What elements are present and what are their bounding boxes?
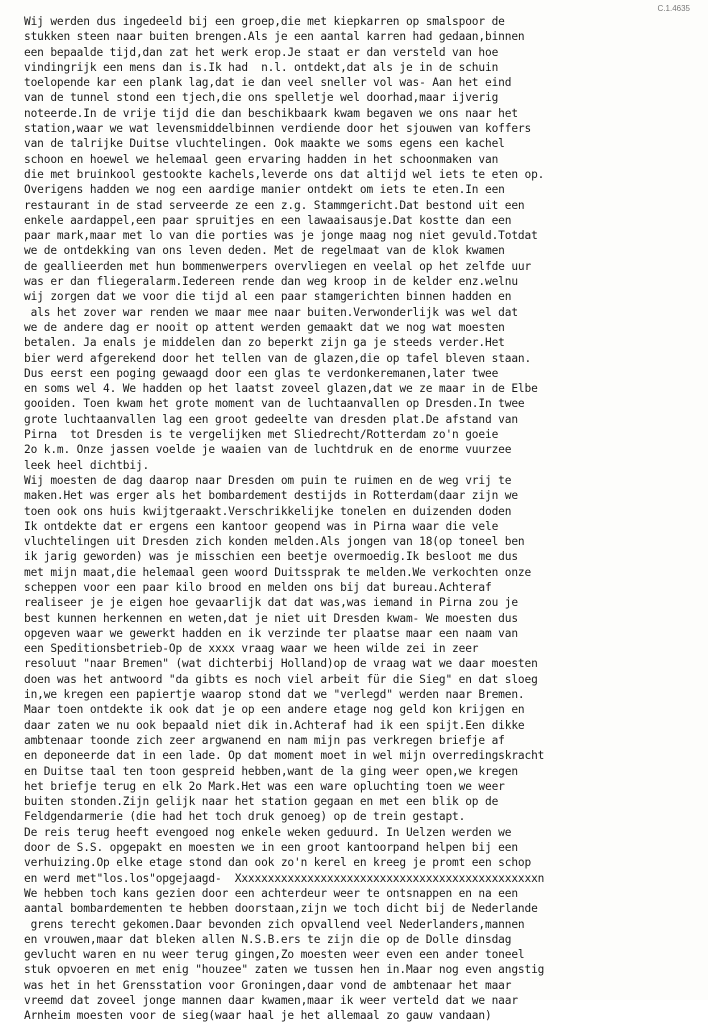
text-line: noteerde.In de vrije tijd die dan beschikbaark kwam begaven we ons naar het bbox=[24, 106, 518, 120]
text-line: doen was het antwoord "da gibts es noch viel arbeit für die Sieg" en dat sloeg bbox=[24, 672, 538, 686]
text-line: stuk opvoeren en met enig "houzee" zaten we tussen hen in.Maar nog even angstig bbox=[24, 963, 545, 977]
text-line: restaurant in de stad serveerde ze een z.g. Stammgericht.Dat bestond uit een bbox=[24, 198, 525, 212]
text-line: bier werd afgerekend door het tellen van de glazen,die op tafel bleven staan. bbox=[24, 351, 532, 365]
text-line: in,we kregen een papiertje waarop stond dat we "verlegd" werden naar Bremen. bbox=[24, 688, 525, 702]
text-line: best kunnen herkennen en weten,dat je niet uit Dresden kwam- We moesten dus bbox=[24, 611, 518, 625]
text-line: Arnheim moesten voor de sieg(waar haal je het allemaal zo gauw vandaan) bbox=[24, 1009, 492, 1023]
text-line: was er dan fliegeralarm.Iedereen rende dan weg kroop in de kelder enz.welnu bbox=[24, 275, 518, 289]
text-line: Wij werden dus ingedeeld bij een groep,die met kiepkarren op smalspoor de bbox=[24, 15, 505, 28]
text-line: we de ontdekking van ons leven deden. Met de regelmaat van de klok kwamen bbox=[24, 244, 505, 258]
text-line: vluchtelingen uit Dresden zich konden melden.Als jongen van 18(op toneel ben bbox=[24, 535, 525, 549]
text-line: en soms wel 4. We hadden op het laatst zoveel glazen,dat we ze maar in de Elbe bbox=[24, 382, 538, 396]
text-line: toen ook ons huis kwijtgeraakt.Verschrikkelijke tonelen en duizenden doden bbox=[24, 504, 512, 518]
text-line: grote luchtaanvallen lag een groot gedeelte van dresden plat.De afstand van bbox=[24, 412, 518, 426]
text-line: en werd met"los.los"opgejaagd- Xxxxxxxxxxxxxxxxxxxxxxxxxxxxxxxxxxxxxxxxxxxxxxn bbox=[24, 871, 545, 885]
text-line: Maar toen ontdekte ik ook dat je op een andere etage nog geld kon krijgen en bbox=[24, 703, 525, 717]
text-line: resoluut "naar Bremen" (wat dichterbij Holland)op de vraag wat we daar moesten bbox=[24, 657, 538, 671]
text-line: Ik ontdekte dat er ergens een kantoor geopend was in Pirna waar die vele bbox=[24, 519, 499, 533]
text-line: het briefje terug en elk 2o Mark.Het was een ware opluchting toen we weer bbox=[24, 779, 505, 793]
text-line: wij zorgen dat we voor die tijd al een paar stamgerichten binnen hadden en bbox=[24, 290, 512, 304]
text-line: vindingrijk een mens dan is.Ik had n.l. ontdekt,dat als je in de schuin bbox=[24, 60, 499, 74]
text-line: we de andere dag er nooit op attent werden gemaakt dat we nog wat moesten bbox=[24, 320, 505, 334]
text-line: Dus eerst een poging gewaagd door een glas te verdonkeremanen,later twee bbox=[24, 366, 499, 380]
text-line: was het in het Grensstation voor Groningen,daar vond de ambtenaar het maar bbox=[24, 978, 512, 992]
text-line: 2o k.m. Onze jassen voelde je waaien van de luchtdruk en de enorme vuurzee bbox=[24, 443, 512, 457]
text-line: Feldgendarmerie (die had het toch druk genoeg) op de trein gestapt. bbox=[24, 810, 466, 824]
text-line: ambtenaar toonde zich zeer argwanend en nam mijn pas verkregen briefje af bbox=[24, 733, 505, 747]
text-line: schoon en hoewel we helemaal geen ervaring hadden in het schoonmaken van bbox=[24, 152, 499, 166]
text-line: en deponeerde dat in een lade. Op dat moment moet in wel mijn overredingskracht bbox=[24, 749, 545, 763]
text-line: De reis terug heeft evengoed nog enkele weken geduurd. In Uelzen werden we bbox=[24, 825, 512, 839]
archive-reference: C.1.4635 bbox=[657, 4, 690, 13]
text-line: opgeven waar we gewerkt hadden en ik verzinde ter plaatse maar een naam van bbox=[24, 626, 518, 640]
text-line: van de talrijke Duitse vluchtelingen. Ook maakte we soms egens een kachel bbox=[24, 137, 505, 151]
text-line: en Duitse taal ten toon gespreid hebben,want de la ging weer open,we kregen bbox=[24, 764, 518, 778]
text-line: vreemd dat zoveel jonge mannen daar kwamen,maar ik weer verteld dat we naar bbox=[24, 994, 518, 1007]
text-line: realiseer je je eigen hoe gevaarlijk dat dat was,was iemand in Pirna zou je bbox=[24, 596, 518, 610]
text-line: betalen. Ja enals je middelen dan zo beperkt zijn ga je steeds verder.Het bbox=[24, 336, 505, 350]
text-line: door de S.S. opgepakt en moesten we in een groot kantoorpand helpen bij een bbox=[24, 841, 518, 855]
typed-text-body bbox=[24, 14, 696, 1024]
text-line: We hebben toch kans gezien door een achterdeur weer te ontsnappen en na een bbox=[24, 886, 518, 900]
text-line: een Speditionsbetrieb-Op de xxxx vraag waar we heen wilde zei in zeer bbox=[24, 642, 479, 656]
text-line: een bepaalde tijd,dan zat het werk erop.Je staat er dan versteld van hoe bbox=[24, 45, 499, 59]
text-line: buiten stonden.Zijn gelijk naar het station gegaan en met een blik op de bbox=[24, 795, 499, 809]
text-line: gooiden. Toen kwam het grote moment van de luchtaanvallen op Dresden.In twee bbox=[24, 397, 525, 411]
text-line: van de tunnel stond een tjech,die ons spelletje wel doorhad,maar ijverig bbox=[24, 91, 499, 105]
text-line: stukken steen naar buiten brengen.Als je een aantal karren had gedaan,binnen bbox=[24, 30, 525, 44]
text-line: Overigens hadden we nog een aardige manier ontdekt om iets te eten.In een bbox=[24, 183, 505, 197]
text-line: Wij moesten de dag daarop naar Dresden om puin te ruimen en de weg vrij te bbox=[24, 473, 512, 487]
text-line: maken.Het was erger als het bombardement destijds in Rotterdam(daar zijn we bbox=[24, 489, 518, 503]
text-line: daar zaten we nu ook bepaald niet dik in.Achteraf had ik een spijt.Een dikke bbox=[24, 718, 525, 732]
text-line: als het zover war renden we maar mee naar buiten.Verwonderlijk was wel dat bbox=[24, 305, 518, 319]
text-line: leek heel dichtbij. bbox=[24, 458, 150, 472]
text-line: gevlucht waren en nu weer terug gingen,Zo moesten weer even een ander toneel bbox=[24, 948, 525, 962]
text-line: station,waar we wat levensmiddelbinnen verdiende door het sjouwen van koffers bbox=[24, 122, 532, 136]
text-line: paar mark,maar met lo van die porties was je jonge maag nog niet gevuld.Totdat bbox=[24, 229, 538, 243]
text-line: enkele aardappel,een paar spruitjes en een lawaaisausje.Dat kostte dan een bbox=[24, 213, 512, 227]
text-line: scheppen voor een paar kilo brood en melden ons bij dat bureau.Achteraf bbox=[24, 580, 492, 594]
text-line: die met bruinkool gestookte kachels,leverde ons dat altijd wel iets te eten op. bbox=[24, 167, 545, 181]
text-line: en vrouwen,maar dat bleken allen N.S.B.ers te zijn die op de Dolle dinsdag bbox=[24, 932, 512, 946]
text-line: ik jarig geworden) was je misschien een beetje overmoedig.Ik besloot me dus bbox=[24, 550, 518, 564]
text-line: met mijn maat,die helemaal geen woord Duitssprak te melden.We verkochten onze bbox=[24, 565, 532, 579]
text-line: aantal bombardementen te hebben doorstaan,zijn we toch dicht bij de Nederlande bbox=[24, 902, 538, 916]
text-line: grens terecht gekomen.Daar bevonden zich opvallend veel Nederlanders,mannen bbox=[24, 917, 525, 931]
text-line: de geallieerden met hun bommenwerpers overvliegen en veelal op het zelfde uur bbox=[24, 259, 532, 273]
text-line: toelopende kar een plank lag,dat ie dan veel sneller vol was- Aan het eind bbox=[24, 76, 512, 90]
text-line: verhuizing.Op elke etage stond dan ook zo'n kerel en kreeg je promt een schop bbox=[24, 856, 532, 870]
text-line: Pirna tot Dresden is te vergelijken met Sliedrecht/Rotterdam zo'n goeie bbox=[24, 428, 499, 442]
